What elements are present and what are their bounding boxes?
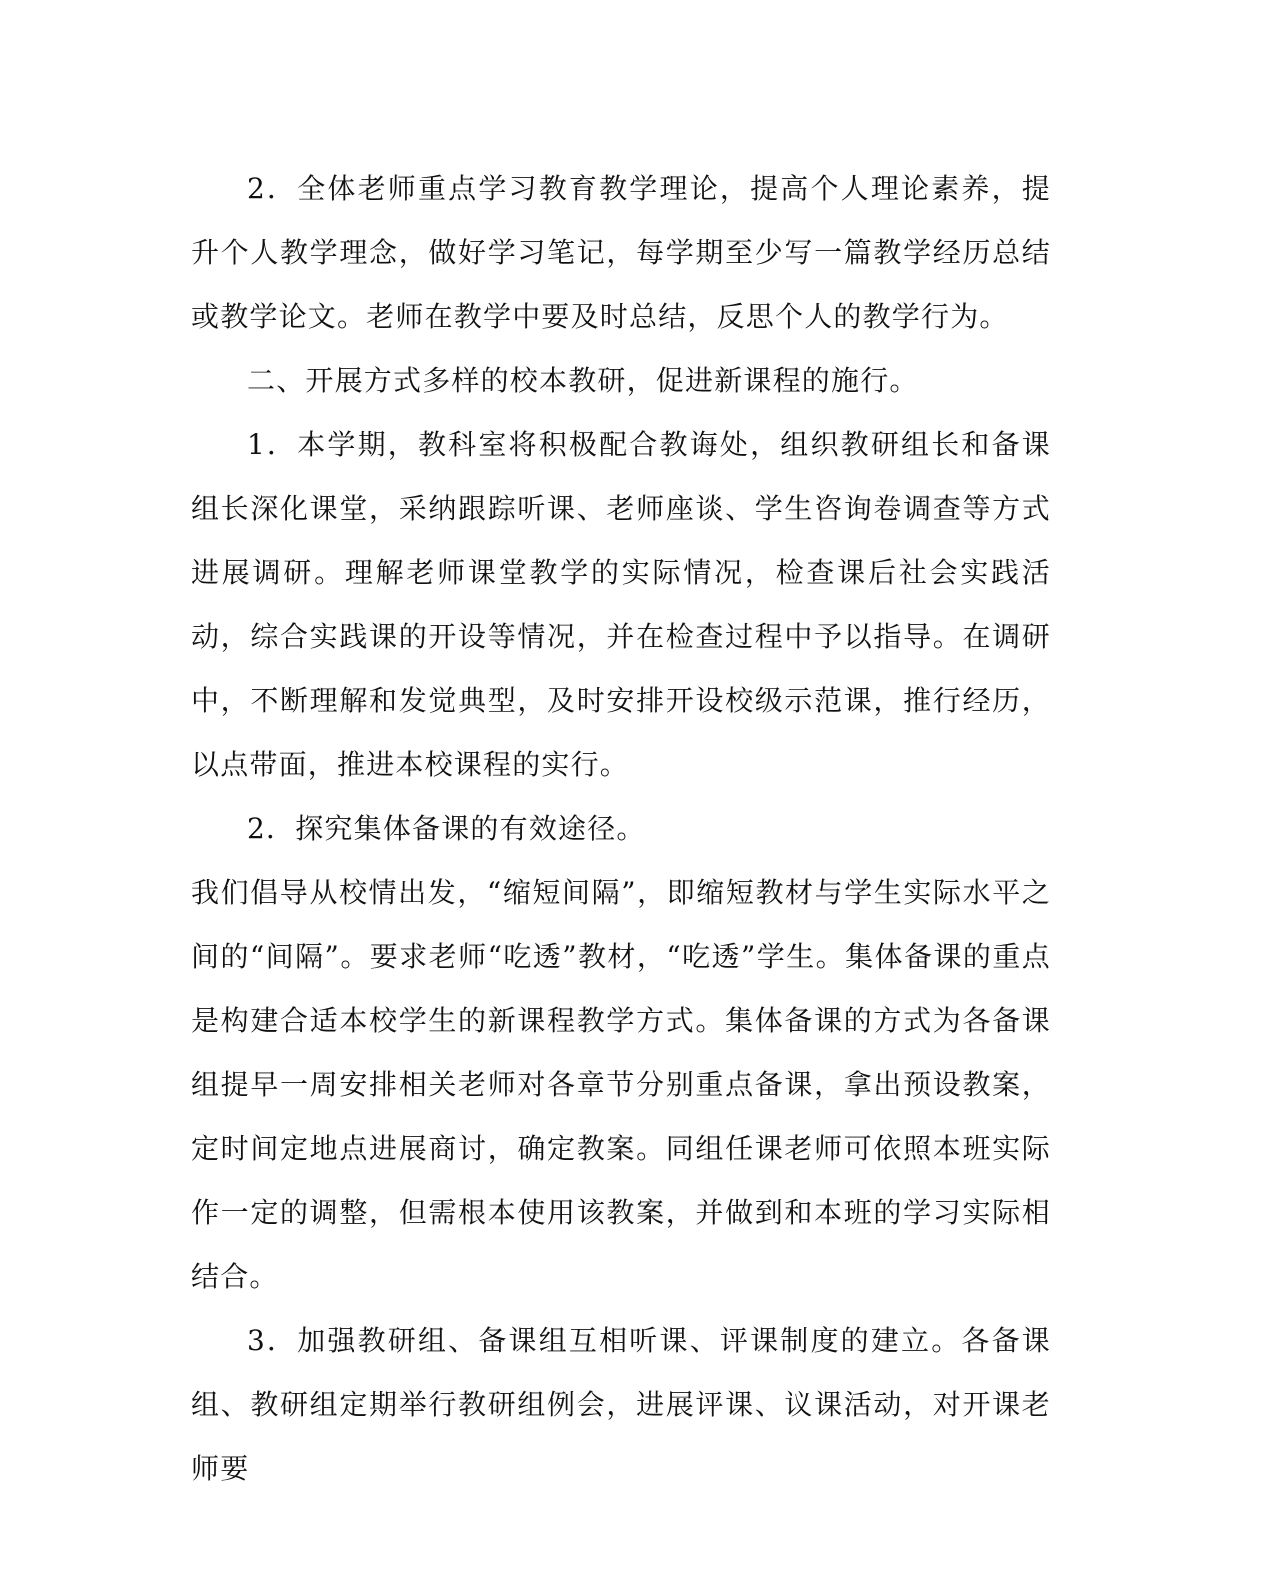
paragraph-collective-prep-title: 2．探究集体备课的有效途径。 [247,812,646,845]
section-heading-school-research: 二、开展方式多样的校本教研，促进新课程的施行。 [247,364,919,397]
paragraph-mutual-observation: 3．加强教研组、备课组互相听课、评课制度的建立。各备课组、教研组定期举行教研组例会，进展评课、议课活动，对开课老师要 [191,1324,1051,1485]
paragraph-classroom-research: 1．本学期，教科室将积极配合教诲处，组织教研组长和备课组长深化课堂，采纳跟踪听课、老师座谈、学生咨询卷调查等方式进展调研。理解老师课堂教学的实际情况，检查课后社会实践活动，综合实践课的开设等情况，并在检查过程中予以指导。在调研中，不断理解和发觉典型，及时安排开设校级示范课，推行经历，以点带面，推进本校课程的实行。 [191,428,1051,781]
document-body [191,157,1051,1501]
paragraph-study-theory: 2．全体老师重点学习教育教学理论，提高个人理论素养，提升个人教学理念，做好学习笔记，每学期至少写一篇教学经历总结或教学论文。老师在教学中要及时总结，反思个人的教学行为。 [191,172,1051,333]
paragraph-collective-prep-body: 我们倡导从校情出发，“缩短间隔”，即缩短教材与学生实际水平之间的“间隔”。要求老师“吃透”教材，“吃透”学生。集体备课的重点是构建合适本校学生的新课程教学方式。集体备课的方式为各备课组提早一周安排相关老师对各章节分别重点备课，拿出预设教案，定时间定地点进展商讨，确定教案。同组任课老师可依照本班实际作一定的调整，但需根本使用该教案，并做到和本班的学习实际相结合。 [191,876,1051,1293]
